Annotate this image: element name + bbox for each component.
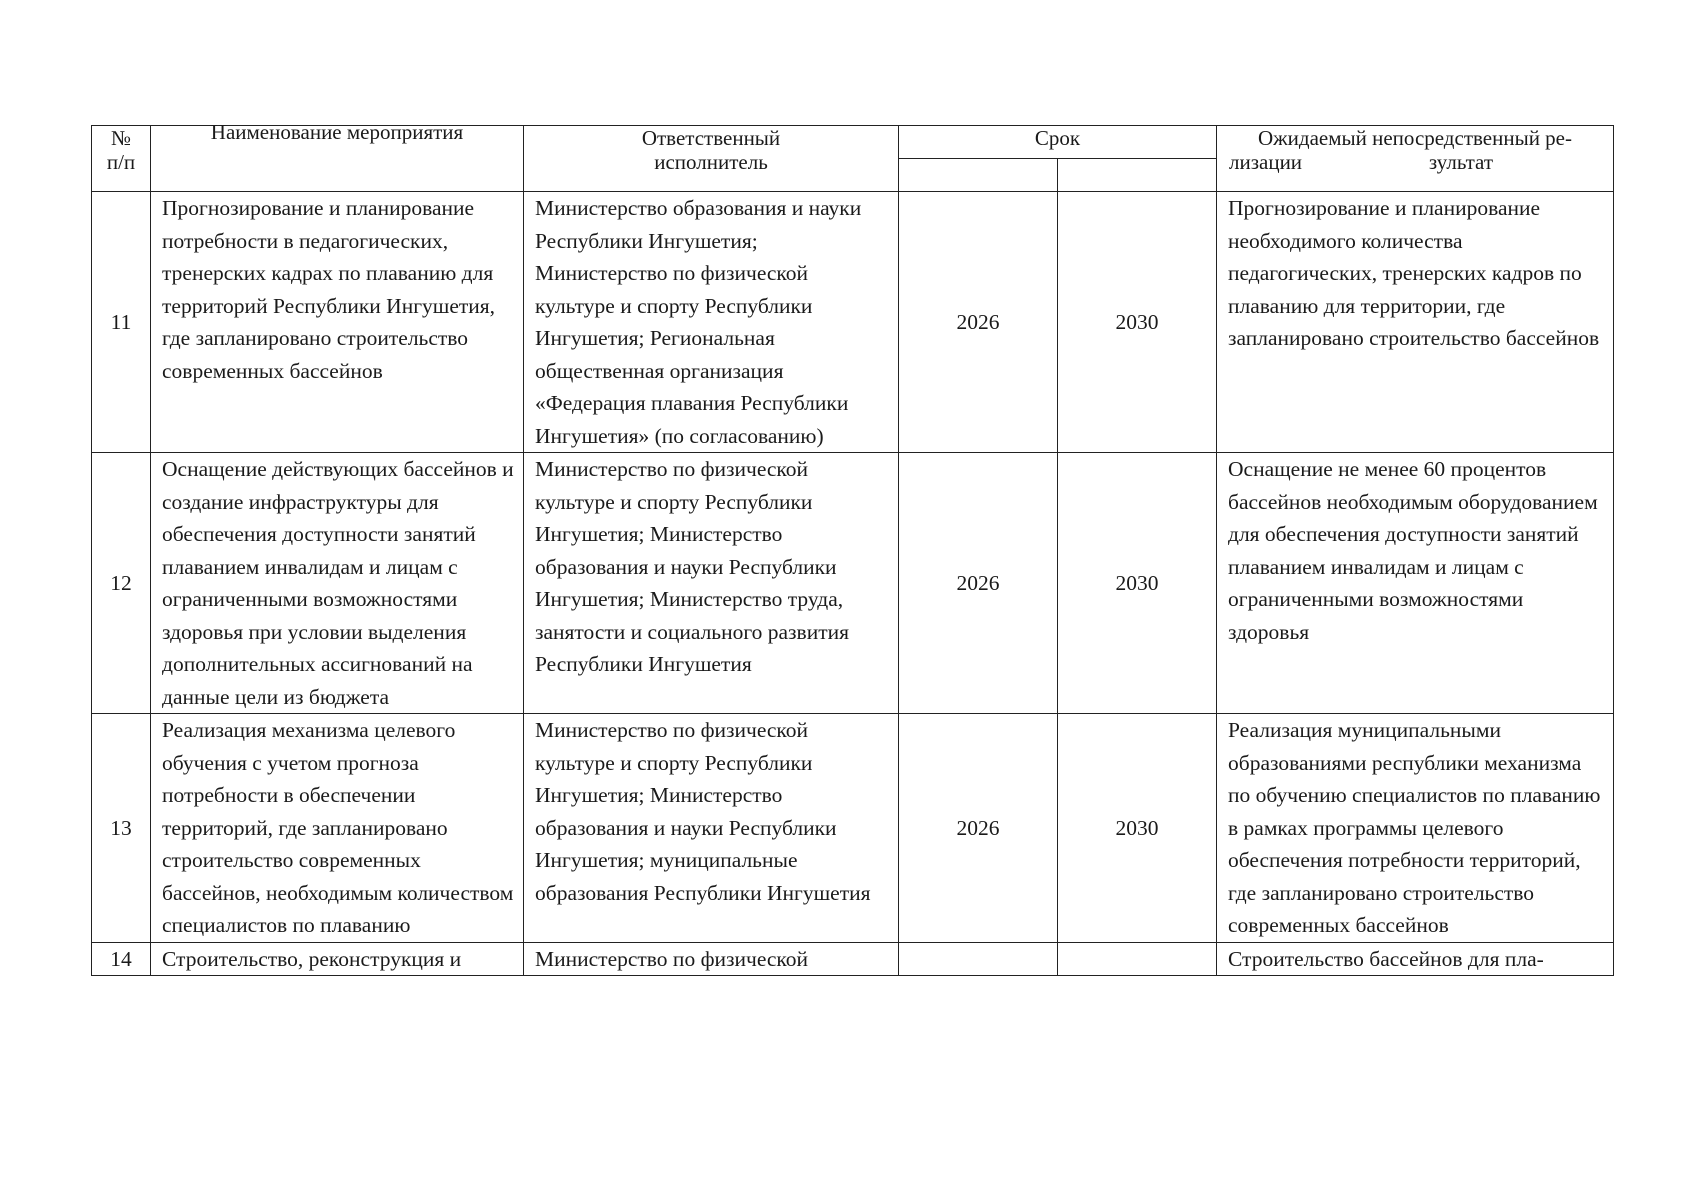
row-num: 13	[92, 714, 151, 943]
header-num-cell	[92, 126, 151, 192]
row-result: Прогнозирование и планирование необходимого количества педагогических, тренерских кадров по плаванию для территории, где запланировано строительство бассейнов	[1217, 192, 1614, 453]
header-result-line2a: лизации	[1229, 150, 1303, 174]
header-executor-line2: исполнитель	[654, 150, 768, 174]
row-executor: Министерство образования и науки Республики Ингушетия; Министерство по физической культуре и спорту Республики Ингушетия; Региональная общественная организация «Федерация плавания Республики Ингушетия» (по согласованию)	[524, 192, 899, 453]
header-term: Срок	[1034, 126, 1081, 150]
header-term-cell	[899, 126, 1217, 159]
activities-table	[91, 120, 1614, 976]
header-result-line2	[1217, 150, 1613, 174]
table-header-row	[92, 126, 1614, 159]
row-result-text: Строительство бассейнов для пла-	[1228, 946, 1544, 971]
row-num: 12	[92, 453, 151, 714]
row-start-year: 2026	[899, 714, 1058, 943]
row-start-year	[899, 942, 1058, 975]
header-result-cell	[1217, 126, 1614, 192]
header-num-line2: п/п	[106, 150, 136, 174]
row-end-year: 2030	[1058, 453, 1217, 714]
header-num-line1: №	[110, 126, 132, 150]
table-row	[92, 942, 1614, 975]
header-term-start-cell	[899, 159, 1058, 192]
row-result: Реализация муниципальными образованиями республики механизма по обучению специалистов по плаванию в рамках программы целевого обеспечения потребности территорий, где запланировано строительство современных бассейнов	[1217, 714, 1614, 943]
header-name: Наименование мероприятия	[210, 120, 464, 144]
row-name	[151, 942, 524, 975]
row-name: Реализация механизма целевого обучения с учетом прогноза потребности в обеспечении территорий, где запланировано строительство современных бассейнов, необходимым количеством специалистов по плаванию	[151, 714, 524, 943]
row-name-text: Строительство, реконструкция и	[162, 946, 462, 971]
header-result-line1: Ожидаемый непосредственный ре-	[1258, 126, 1572, 150]
row-executor: Министерство по физической культуре и спорту Республики Ингушетия; Министерство образования и науки Республики Ингушетия; Министерство труда, занятости и социального развития Республики Ингушетия	[524, 453, 899, 714]
row-name: Прогнозирование и планирование потребности в педагогических, тренерских кадрах по плаванию для территорий Республики Ингушетия, где запланировано строительство современных бассейнов	[151, 192, 524, 453]
header-executor-line1: Ответственный	[641, 126, 781, 150]
header-term-end-cell	[1058, 159, 1217, 192]
row-end-year: 2030	[1058, 714, 1217, 943]
row-end-year: 2030	[1058, 192, 1217, 453]
row-executor	[524, 942, 899, 975]
row-num-text: 14	[110, 946, 132, 971]
row-end-year	[1058, 942, 1217, 975]
document-page	[91, 120, 1613, 976]
row-executor-text: Министерство по физической	[535, 946, 809, 971]
table-row	[92, 714, 1614, 943]
row-num: 11	[92, 192, 151, 453]
row-start-year: 2026	[899, 192, 1058, 453]
row-executor: Министерство по физической культуре и спорту Республики Ингушетия; Министерство образования и науки Республики Ингушетия; муниципальные образования Республики Ингушетия	[524, 714, 899, 943]
row-result	[1217, 942, 1614, 975]
header-name-cell	[151, 120, 524, 192]
row-num	[92, 942, 151, 975]
table-row	[92, 192, 1614, 453]
row-start-year: 2026	[899, 453, 1058, 714]
table-row	[92, 453, 1614, 714]
header-executor-cell	[524, 126, 899, 192]
header-result-line2b: зультат	[1428, 150, 1493, 174]
row-name: Оснащение действующих бассейнов и создание инфраструктуры для обеспечения доступности занятий плаванием инвалидам и лицам с ограниченными возможностями здоровья при условии выделения дополнительных ассигнований на данные цели из бюджета	[151, 453, 524, 714]
row-result: Оснащение не менее 60 процентов бассейнов необходимым оборудованием для обеспечения доступности занятий плаванием инвалидам и лицам с ограниченными возможностями здоровья	[1217, 453, 1614, 714]
